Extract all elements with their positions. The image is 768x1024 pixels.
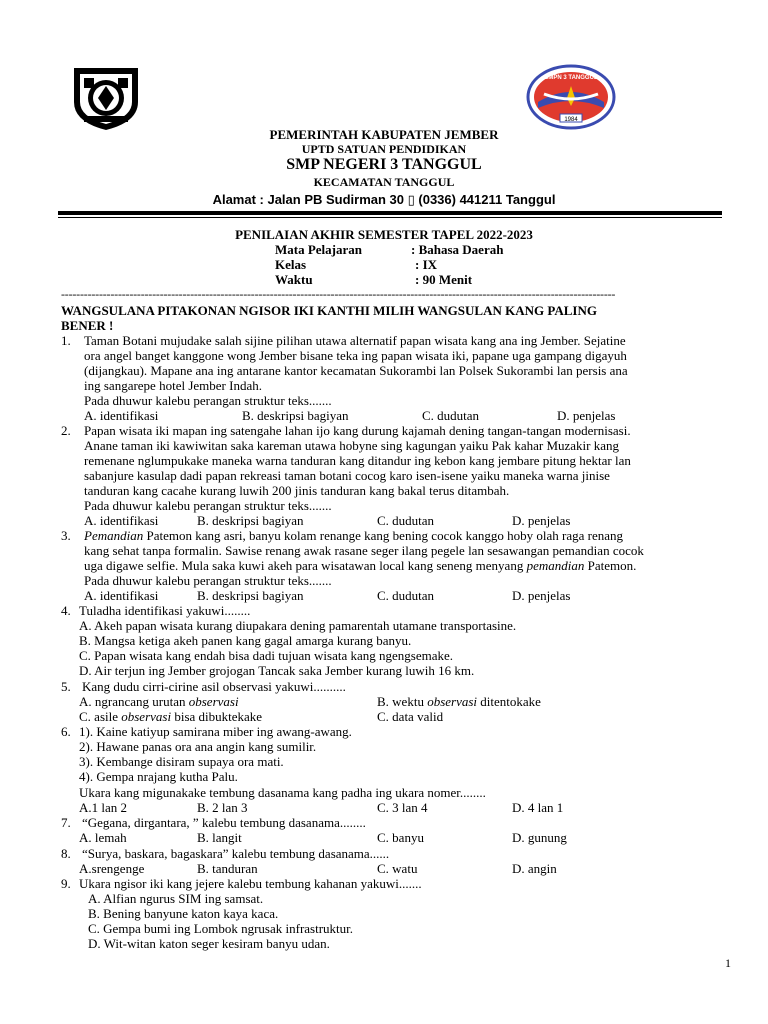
q6-option-c: C. 3 lan 4 bbox=[377, 800, 428, 815]
subject-label: Mata Pelajaran bbox=[275, 242, 363, 257]
q3-line-3: uga digawe selfie. Mula saka kuwi akeh para wisatawan local kang seneng menyang pemandian Patemon. bbox=[84, 558, 637, 573]
jember-logo bbox=[70, 62, 142, 132]
q9-option-b: B. Bening banyune katon kaya kaca. bbox=[88, 906, 279, 921]
q5-number: 5. bbox=[61, 679, 71, 694]
q1-option-c: C. dudutan bbox=[422, 408, 480, 423]
q2-prompt: Pada dhuwur kalebu perangan struktur teks....... bbox=[84, 498, 332, 513]
q2-line: tanduran kang cacahe kurang luwih 200 jinis tanduran kang bakal terus ditambah. bbox=[84, 483, 510, 498]
class-label: Kelas bbox=[275, 257, 307, 272]
unit-name: UPTD SATUAN PENDIDIKAN bbox=[301, 142, 467, 156]
gov-name: PEMERINTAH KABUPATEN JEMBER bbox=[269, 127, 499, 142]
instructions-line-1: WANGSULANA PITAKONAN NGISOR IKI KANTHI MILIH WANGSULAN KANG PALING bbox=[61, 303, 597, 318]
q5-option-b: B. wektu observasi ditentokake bbox=[377, 694, 541, 709]
q1-number: 1. bbox=[61, 333, 71, 348]
q1-line: (dijangkau). Mapane ana ing antarane kantor kecamatan Sukorambi lan Polsek Sukorambi lan persis ana bbox=[84, 363, 628, 378]
exam-title: PENILAIAN AKHIR SEMESTER TAPEL 2022-2023 bbox=[235, 227, 533, 242]
q2-option-c: C. dudutan bbox=[377, 513, 435, 528]
class-value: : IX bbox=[415, 257, 438, 272]
q8-option-a: A.srengenge bbox=[79, 861, 145, 876]
q8-option-b: B. tanduran bbox=[197, 861, 258, 876]
q3-line-1: Pemandian Patemon kang asri, banyu kolam renange kang bening cocok kanggo hoby olah raga renang bbox=[84, 528, 623, 543]
dashed-separator: -------------------------------------------------------------------------------------------------------------------------------------------------- bbox=[61, 287, 616, 301]
q6-option-b: B. 2 lan 3 bbox=[197, 800, 248, 815]
q3-italic-term: Pemandian bbox=[84, 528, 144, 543]
q2-option-b: B. deskripsi bagiyan bbox=[197, 513, 304, 528]
q2-line: remenane nglumpukake maneka warna tanduran kang ditandur ing kebon kang jembare pitung hektar lan bbox=[84, 453, 631, 468]
q9-option-a: A. Alfian ngurus SIM ing samsat. bbox=[88, 891, 264, 906]
q2-line: sabanjure kasulap dadi papan rekreasi taman botani cocog karo isen-isene yaiku maneka warna jinise bbox=[84, 468, 610, 483]
q6-option-d: D. 4 lan 1 bbox=[512, 800, 564, 815]
q6-option-a: A.1 lan 2 bbox=[79, 800, 128, 815]
q5-question: Kang dudu cirri-cirine asil observasi yakuwi.......... bbox=[82, 679, 346, 694]
q3-option-c: C. dudutan bbox=[377, 588, 435, 603]
q8-question: “Surya, baskara, bagaskara” kalebu tembung dasanama...... bbox=[82, 846, 390, 861]
q4-option-b: B. Mangsa ketiga akeh panen kang gagal amarga kurang banyu. bbox=[79, 633, 412, 648]
q7-number: 7. bbox=[61, 815, 71, 830]
q3-number: 3. bbox=[61, 528, 71, 543]
q6-item: 1). Kaine katiyup samirana miber ing awang-awang. bbox=[79, 724, 352, 739]
q5-option-c: C. asile observasi bisa dibuktekake bbox=[79, 709, 263, 724]
q8-option-c: C. watu bbox=[377, 861, 418, 876]
logo-year: 1984 bbox=[564, 117, 578, 123]
q3-option-b: B. deskripsi bagiyan bbox=[197, 588, 304, 603]
page-number: 1 bbox=[725, 956, 731, 970]
school-address: Alamat : Jalan PB Sudirman 30 ▯ (0336) 441211 Tanggul bbox=[212, 192, 556, 207]
q1-option-b: B. deskripsi bagiyan bbox=[242, 408, 349, 423]
q3-prompt: Pada dhuwur kalebu perangan struktur teks....... bbox=[84, 573, 332, 588]
district-name: KECAMATAN TANGGUL bbox=[313, 175, 455, 189]
q6-item: 4). Gempa nrajang kutha Palu. bbox=[79, 769, 238, 784]
q6-number: 6. bbox=[61, 724, 71, 739]
q1-line: ora angel banget kanggone wong Jember bisane teka ing papan wisata iki, papane uga gampang digayuh bbox=[84, 348, 627, 363]
q2-option-d: D. penjelas bbox=[512, 513, 571, 528]
q8-option-d: D. angin bbox=[512, 861, 557, 876]
q4-option-a: A. Akeh papan wisata kurang diupakara dening pamarentah utamane transportasine. bbox=[79, 618, 517, 633]
q2-option-a: A. identifikasi bbox=[84, 513, 159, 528]
q7-option-a: A. lemah bbox=[79, 830, 127, 845]
q6-prompt: Ukara kang migunakake tembung dasanama kang padha ing ukara nomer........ bbox=[79, 785, 486, 800]
logo-text: SMPN 3 TANGGUL bbox=[544, 75, 598, 81]
school-logo bbox=[526, 64, 616, 130]
q4-question: Tuladha identifikasi yakuwi........ bbox=[79, 603, 251, 618]
time-value: : 90 Menit bbox=[415, 272, 473, 287]
school-name: SMP NEGERI 3 TANGGUL bbox=[286, 156, 482, 173]
header-rule-thin bbox=[58, 217, 722, 218]
q3-line-2: kang sehat tanpa formalin. Sawise renang awak rasane seger ilang pegele lan sesawangan pemandian cocok bbox=[84, 543, 644, 558]
q2-number: 2. bbox=[61, 423, 71, 438]
instructions-line-2: BENER ! bbox=[61, 318, 114, 333]
q7-option-d: D. gunung bbox=[512, 830, 567, 845]
q6-item: 2). Hawane panas ora ana angin kang sumilir. bbox=[79, 739, 317, 754]
q7-option-b: B. langit bbox=[197, 830, 242, 845]
q7-question: “Gegana, dirgantara, ” kalebu tembung dasanama........ bbox=[82, 815, 366, 830]
q1-prompt: Pada dhuwur kalebu perangan struktur teks....... bbox=[84, 393, 332, 408]
q9-option-d: D. Wit-witan katon seger kesiram banyu udan. bbox=[88, 936, 330, 951]
q2-line: Papan wisata iki mapan ing satengahe lahan ijo kang durung kajamah dening tangan-tangan modernisasi. bbox=[84, 423, 631, 438]
header-rule-thick bbox=[58, 211, 722, 215]
q5-option-a: A. ngrancang urutan observasi bbox=[79, 694, 239, 709]
q5-option-d: C. data valid bbox=[377, 709, 444, 724]
q1-line: Taman Botani mujudake salah sijine pilihan utawa alternatif papan wisata kang ana ing Jember. Sejatine bbox=[84, 333, 626, 348]
q8-number: 8. bbox=[61, 846, 71, 861]
q2-line: Anane taman iki kawiwitan saka kareman utawa hobyne sing kagungan yaiku Pak kahar Muzakir kang bbox=[84, 438, 619, 453]
q9-number: 9. bbox=[61, 876, 71, 891]
q1-line: ing sangarepe hotel Jember Indah. bbox=[84, 378, 262, 393]
q3-option-a: A. identifikasi bbox=[84, 588, 159, 603]
time-label: Waktu bbox=[275, 272, 313, 287]
q1-option-a: A. identifikasi bbox=[84, 408, 159, 423]
q1-option-d: D. penjelas bbox=[557, 408, 616, 423]
q4-number: 4. bbox=[61, 603, 71, 618]
subject-value: : Bahasa Daerah bbox=[411, 242, 504, 257]
q9-option-c: C. Gempa bumi ing Lombok ngrusak infrastruktur. bbox=[88, 921, 354, 936]
q7-option-c: C. banyu bbox=[377, 830, 424, 845]
q3-option-d: D. penjelas bbox=[512, 588, 571, 603]
q9-question: Ukara ngisor iki kang jejere kalebu tembung kahanan yakuwi....... bbox=[79, 876, 422, 891]
q4-option-d: D. Air terjun ing Jember grojogan Tancak saka Jember kurang luwih 16 km. bbox=[79, 663, 475, 678]
q6-item: 3). Kembange disiram supaya ora mati. bbox=[79, 754, 284, 769]
q4-option-c: C. Papan wisata kang endah bisa dadi tujuan wisata kang ngengsemake. bbox=[79, 648, 454, 663]
